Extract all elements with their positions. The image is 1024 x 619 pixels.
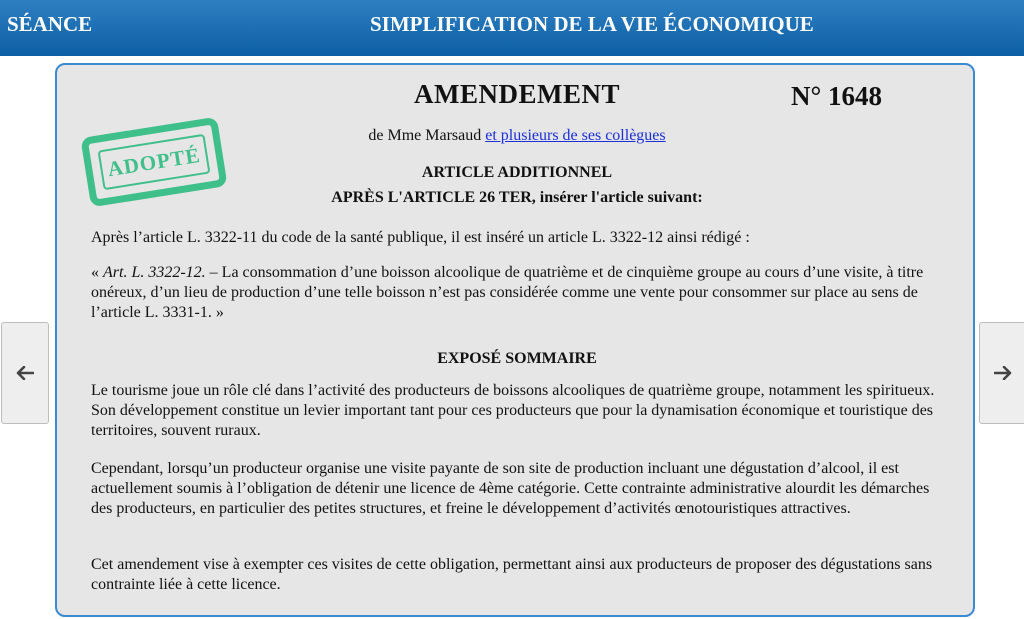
arrow-left-icon: [16, 366, 34, 380]
bill-title: SIMPLIFICATION DE LA VIE ÉCONOMIQUE: [370, 12, 814, 36]
expose-paragraph: Cet amendement vise à exempter ces visites de cette obligation, permettant ainsi aux producteurs de proposer des dégustations sans contrainte liée à cette licence.: [91, 556, 933, 593]
adopted-stamp-label: ADOPTÉ: [98, 134, 211, 190]
quote-text: – La consommation d’une boisson alcoolique de quatrième et de cinquième groupe au cours d’une visite, à titre onéreux, d’un lieu de production d’une telle boisson n’est pas considérée comme une vente pour consommer sur place au sens de l’article L. 3331-1. »: [91, 264, 924, 321]
amendment-authors: [57, 127, 977, 145]
arrow-right-icon: [994, 366, 1012, 380]
quote-open: «: [91, 264, 103, 281]
co-authors-link[interactable]: et plusieurs de ses collègues: [485, 127, 666, 144]
article-title: ARTICLE ADDITIONNEL: [421, 164, 613, 181]
quoted-article-ref: Art. L. 3322-12.: [103, 264, 206, 281]
seance-label: SÉANCE: [7, 12, 93, 36]
expose-paragraph: Cependant, lorsqu’un producteur organise une visite payante de son site de production incluant une dégustation d’alcool, il est actuellement soumis à l’obligation de détenir une licence de 4ème catégorie. Cette contrainte administrative alourdit les démarches des producteurs, en particulier des petites structures, et freine le développement d’activités œnotouristiques attractives.: [91, 460, 930, 517]
amendment-card: [55, 63, 975, 617]
authors-prefix: de Mme Marsaud: [368, 127, 486, 144]
next-amendment-button[interactable]: [979, 322, 1024, 424]
amendment-heading: AMENDEMENT: [414, 79, 620, 109]
expose-title: EXPOSÉ SOMMAIRE: [437, 350, 597, 367]
top-header-bar: [0, 0, 1024, 56]
expose-paragraph: Le tourisme joue un rôle clé dans l’activité des producteurs de boissons alcooliques de quatrième groupe, notamment les spiritueux. Son développement constitue un levier important tant pour ces producteurs que pour la dynamisation économique et touristique des territoires, souvent ruraux.: [91, 382, 935, 439]
amendment-number: N° 1648: [791, 81, 883, 111]
amendment-body-intro: Après l’article L. 3322-11 du code de la santé publique, il est inséré un article L. 3322-12 ainsi rédigé :: [91, 229, 750, 246]
previous-amendment-button[interactable]: [1, 322, 49, 424]
amendment-body-quote: [91, 263, 949, 323]
article-subtitle: APRÈS L'ARTICLE 26 TER, insérer l'article suivant:: [331, 189, 703, 206]
